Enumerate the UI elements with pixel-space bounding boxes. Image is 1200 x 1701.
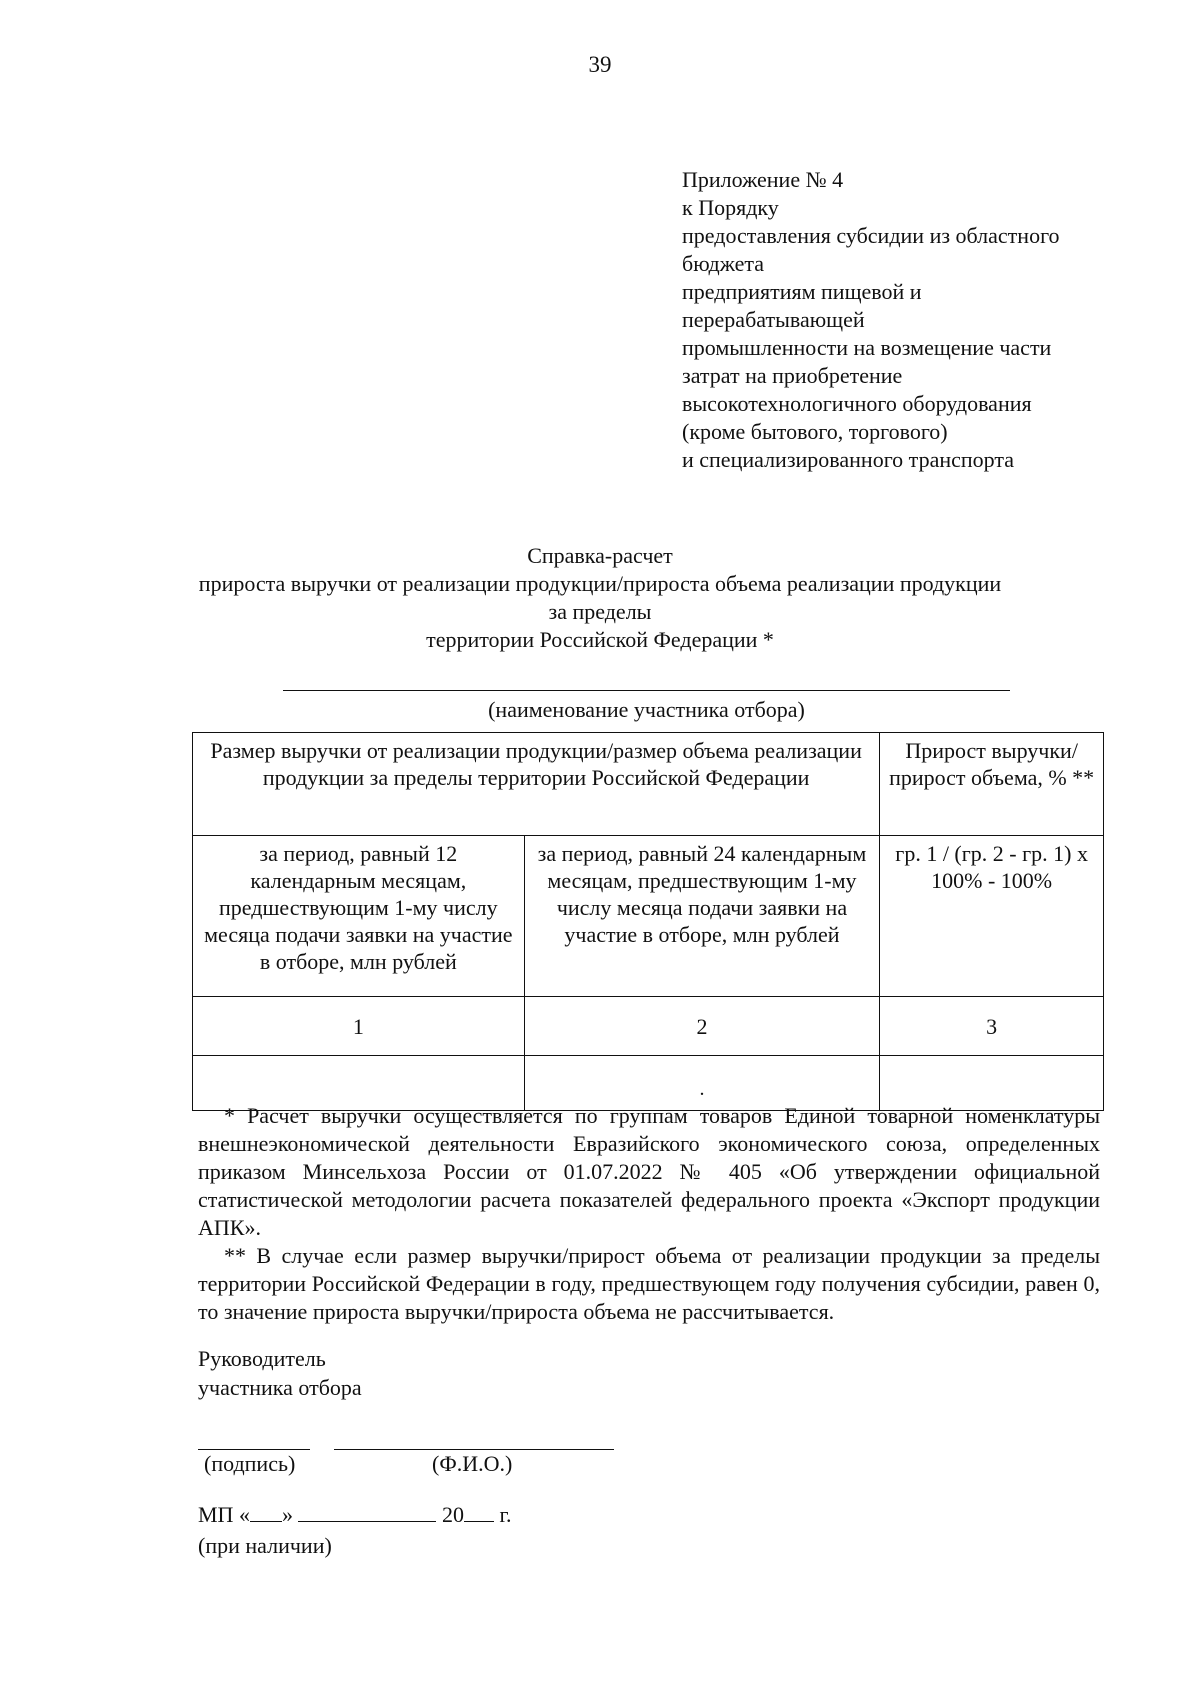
header-period-12: за период, равный 12 календарным месяцам, предшествующим 1-му числу месяца подачи заявки на участие в отборе, млн рублей <box>193 836 525 997</box>
header-period-24: за период, равный 24 календарным месяцам, предшествующим 1-му числу месяца подачи заявки на участие в отборе, млн рублей <box>524 836 880 997</box>
appendix-line: затрат на приобретение <box>682 363 903 388</box>
appendix-header <box>682 166 1122 474</box>
appendix-line: высокотехнологичного оборудования <box>682 391 1032 416</box>
stamp-date-line <box>198 1501 512 1528</box>
appendix-line: перерабатывающей <box>682 307 865 332</box>
calculation-table <box>192 732 1104 1111</box>
appendix-line: Приложение № 4 <box>682 167 844 192</box>
document-title <box>0 542 1200 654</box>
signer-title <box>198 1344 362 1402</box>
column-number: 1 <box>193 997 525 1056</box>
page-number: 39 <box>588 52 612 77</box>
signer-role: Руководитель <box>198 1346 326 1371</box>
column-number: 3 <box>880 997 1104 1056</box>
appendix-line: (кроме бытового, торгового) <box>682 419 948 444</box>
footnotes <box>198 1102 1100 1326</box>
stray-dot: . <box>699 1078 705 1100</box>
column-number: 2 <box>524 997 880 1056</box>
month-field[interactable] <box>298 1501 436 1522</box>
title-line: Справка-расчет <box>527 543 673 568</box>
quote-close: » <box>281 1502 293 1527</box>
title-line: за пределы <box>548 599 652 624</box>
stamp-note: (при наличии) <box>198 1533 332 1558</box>
title-line: территории Российской Федерации * <box>426 627 774 652</box>
growth-formula: гр. 1 / (гр. 2 - гр. 1) х 100% - 100% <box>880 836 1104 997</box>
appendix-line: к Порядку <box>682 195 779 220</box>
appendix-line: предоставления субсидии из областного <box>682 223 1060 248</box>
signer-role: участника отбора <box>198 1375 362 1400</box>
year-suffix: г. <box>493 1502 512 1527</box>
appendix-line: предприятиям пищевой и <box>682 279 922 304</box>
title-line: прироста выручки от реализации продукции/прироста объема реализации продукции <box>198 571 1002 596</box>
year-prefix: 20 <box>441 1502 464 1527</box>
signature-caption: (подпись) <box>204 1451 296 1476</box>
day-field[interactable] <box>250 1501 282 1522</box>
appendix-line: и специализированного транспорта <box>682 447 1014 472</box>
footnote-1: * Расчет выручки осуществляется по группам товаров Единой товарной номенклатуры внешнеэкономической деятельности Евразийского экономического союза, определенных приказом Минсельхоза России от 01.07.2022 № 405 «Об утверждении официальной статистической методологии расчета показателей федерального проекта «Экспорт продукции АПК». <box>198 1103 1100 1240</box>
footnote-2: ** В случае если размер выручки/прирост объема от реализации продукции за пределы территории Российской Федерации в году, предшествующем году получения субсидии, равен 0, то значение прироста выручки/прироста объема не рассчитывается. <box>198 1243 1100 1324</box>
participant-name-field[interactable] <box>283 690 1010 691</box>
header-revenue-size: Размер выручки от реализации продукции/размер объема реализации продукции за пределы территории Российской Федерации <box>193 733 880 836</box>
year-field[interactable] <box>464 1501 494 1522</box>
participant-name-caption: (наименование участника отбора) <box>488 697 805 722</box>
appendix-line: бюджета <box>682 251 765 276</box>
signature-field[interactable] <box>198 1449 310 1450</box>
full-name-field[interactable] <box>334 1449 614 1450</box>
appendix-line: промышленности на возмещение части <box>682 335 1052 360</box>
header-growth: Прирост выручки/прирост объема, % ** <box>880 733 1104 836</box>
stamp-label: МП « <box>198 1502 250 1527</box>
full-name-caption: (Ф.И.О.) <box>432 1451 513 1476</box>
